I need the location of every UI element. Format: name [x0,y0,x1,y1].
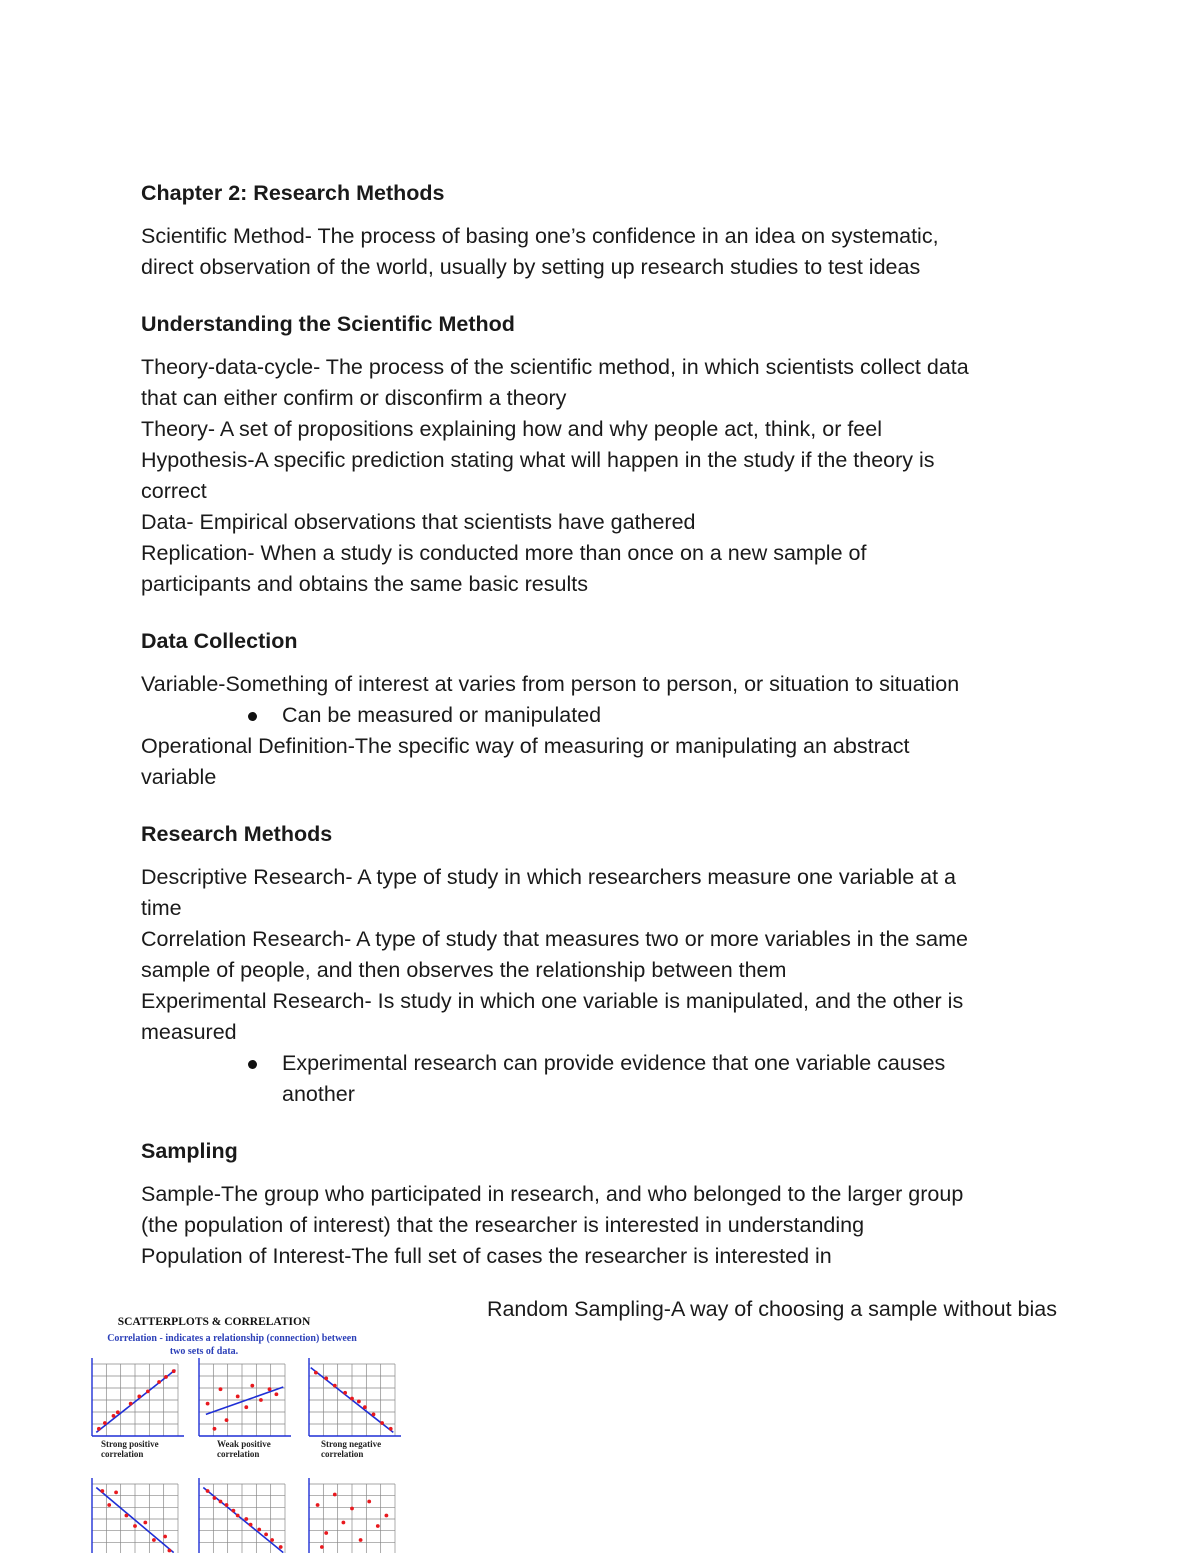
text-line: sample of people, and then observes the relationship between them [141,958,787,982]
data-point [359,1538,363,1542]
data-point [219,1387,223,1391]
data-point [112,1414,116,1418]
text-line: Data- Empirical observations that scientists have gathered [141,510,696,534]
text-line: correct [141,479,207,503]
data-point [206,1489,210,1493]
caption-weak-positive: correlation [217,1449,260,1459]
data-point [103,1421,107,1425]
data-point [213,1427,217,1431]
caption-strong-negative: correlation [321,1449,364,1459]
data-point [244,1405,248,1409]
data-point [232,1509,236,1513]
data-point [357,1400,361,1404]
data-point [133,1524,137,1528]
random-sampling-line: Random Sampling-A way of choosing a sample without bias [486,1296,1057,1321]
section-heading: Understanding the Scientific Method [141,312,515,336]
data-point [244,1517,248,1521]
data-point [333,1493,337,1497]
data-point [270,1538,274,1542]
text-line: that can either confirm or disconfirm a theory [141,386,567,410]
data-point [350,1397,354,1401]
scatterplot-figure [86,1310,404,1553]
section-heading: Data Collection [141,629,298,653]
data-point [213,1496,217,1500]
text-line: Variable-Something of interest at varies from person to person, or situation to situation [141,672,960,696]
section-research-methods [141,819,1061,1110]
intro-line: direct observation of the world, usually by setting up research studies to test ideas [141,255,921,279]
data-point [137,1395,141,1399]
figure-subtitle: Correlation - indicates a relationship (connection) between [107,1333,357,1344]
document-body [141,178,1061,1346]
figure-subtitle: two sets of data. [169,1346,239,1357]
data-point [316,1503,320,1507]
data-point [100,1489,104,1493]
data-point [320,1545,324,1549]
data-point [250,1384,254,1388]
text-line: Hypothesis-A specific prediction stating what will happen in the study if the theory is [141,448,935,472]
data-point [249,1523,253,1527]
bullet-item [282,700,1061,731]
caption-strong-positive: correlation [101,1449,144,1459]
data-point [125,1514,129,1518]
data-point [268,1387,272,1391]
text-line: Theory- A set of propositions explaining how and why people act, think, or feel [141,417,882,441]
text-line: Experimental Research- Is study in which one variable is manipulated, and the other is [141,989,964,1013]
data-point [343,1391,347,1395]
data-point [97,1427,101,1431]
data-point [324,1531,328,1535]
bullet-text-continued: another [282,1082,355,1106]
caption-strong-negative: Strong negative [321,1439,382,1449]
bullet-icon [248,1060,257,1069]
text-line: Replication- When a study is conducted more than once on a new sample of [141,541,867,565]
data-point [107,1503,111,1507]
data-point [163,1535,167,1539]
bullet-icon [248,712,257,721]
data-point [314,1371,318,1375]
section-sampling [141,1136,1061,1325]
chapter-title: Chapter 2: Research Methods [141,181,445,205]
data-point [372,1413,376,1417]
data-point [385,1514,389,1518]
text-line: Correlation Research- A type of study that measures two or more variables in the same [141,927,968,951]
intro-line: Scientific Method- The process of basing one’s confidence in an idea on systematic, [141,224,939,248]
data-point [236,1514,240,1518]
data-point [342,1521,346,1525]
bullet-text: Experimental research can provide evidence that one variable causes [282,1051,946,1075]
section-data-collection [141,626,1061,793]
bullet-item [282,1048,1061,1110]
data-point [257,1528,261,1532]
data-point [219,1500,223,1504]
text-line: Population of Interest-The full set of cases the researcher is interested in [141,1244,832,1268]
data-point [225,1503,229,1507]
data-point [259,1398,263,1402]
caption-weak-positive: Weak positive [217,1439,271,1449]
data-point [279,1545,283,1549]
data-point [164,1375,168,1379]
data-point [324,1377,328,1381]
data-point [114,1491,118,1495]
data-point [168,1549,172,1553]
text-line: measured [141,1020,237,1044]
section-heading: Research Methods [141,822,333,846]
text-line: Operational Definition-The specific way of measuring or manipulating an abstract [141,734,910,758]
data-point [264,1533,268,1537]
section-heading: Sampling [141,1139,238,1163]
data-point [333,1384,337,1388]
text-line: variable [141,765,217,789]
text-line: Theory-data-cycle- The process of the scientific method, in which scientists collect data [141,355,969,379]
data-point [376,1524,380,1528]
intro-paragraph [141,221,1061,283]
section-understanding [141,309,1061,600]
data-point [236,1395,240,1399]
text-line: (the population of interest) that the researcher is interested in understanding [141,1213,865,1237]
data-point [172,1369,176,1373]
data-point [275,1392,279,1396]
data-point [143,1521,147,1525]
text-line: participants and obtains the same basic results [141,572,588,596]
caption-strong-positive: Strong positive [101,1439,159,1449]
scatterplot-svg [86,1310,404,1553]
data-point [157,1380,161,1384]
text-line: time [141,896,182,920]
bullet-text: Can be measured or manipulated [282,703,602,727]
data-point [116,1410,120,1414]
data-point [152,1538,156,1542]
data-point [206,1402,210,1406]
text-line: Descriptive Research- A type of study in which researchers measure one variable at a [141,865,957,889]
data-point [146,1389,150,1393]
trend-line-weak-positive [206,1387,283,1414]
data-point [225,1418,229,1422]
data-point [129,1402,133,1406]
data-point [389,1427,393,1431]
figure-title: SCATTERPLOTS & CORRELATION [117,1316,311,1328]
data-point [367,1500,371,1504]
data-point [363,1405,367,1409]
data-point [350,1507,354,1511]
data-point [380,1421,384,1425]
text-line: Sample-The group who participated in research, and who belonged to the larger group [141,1182,964,1206]
